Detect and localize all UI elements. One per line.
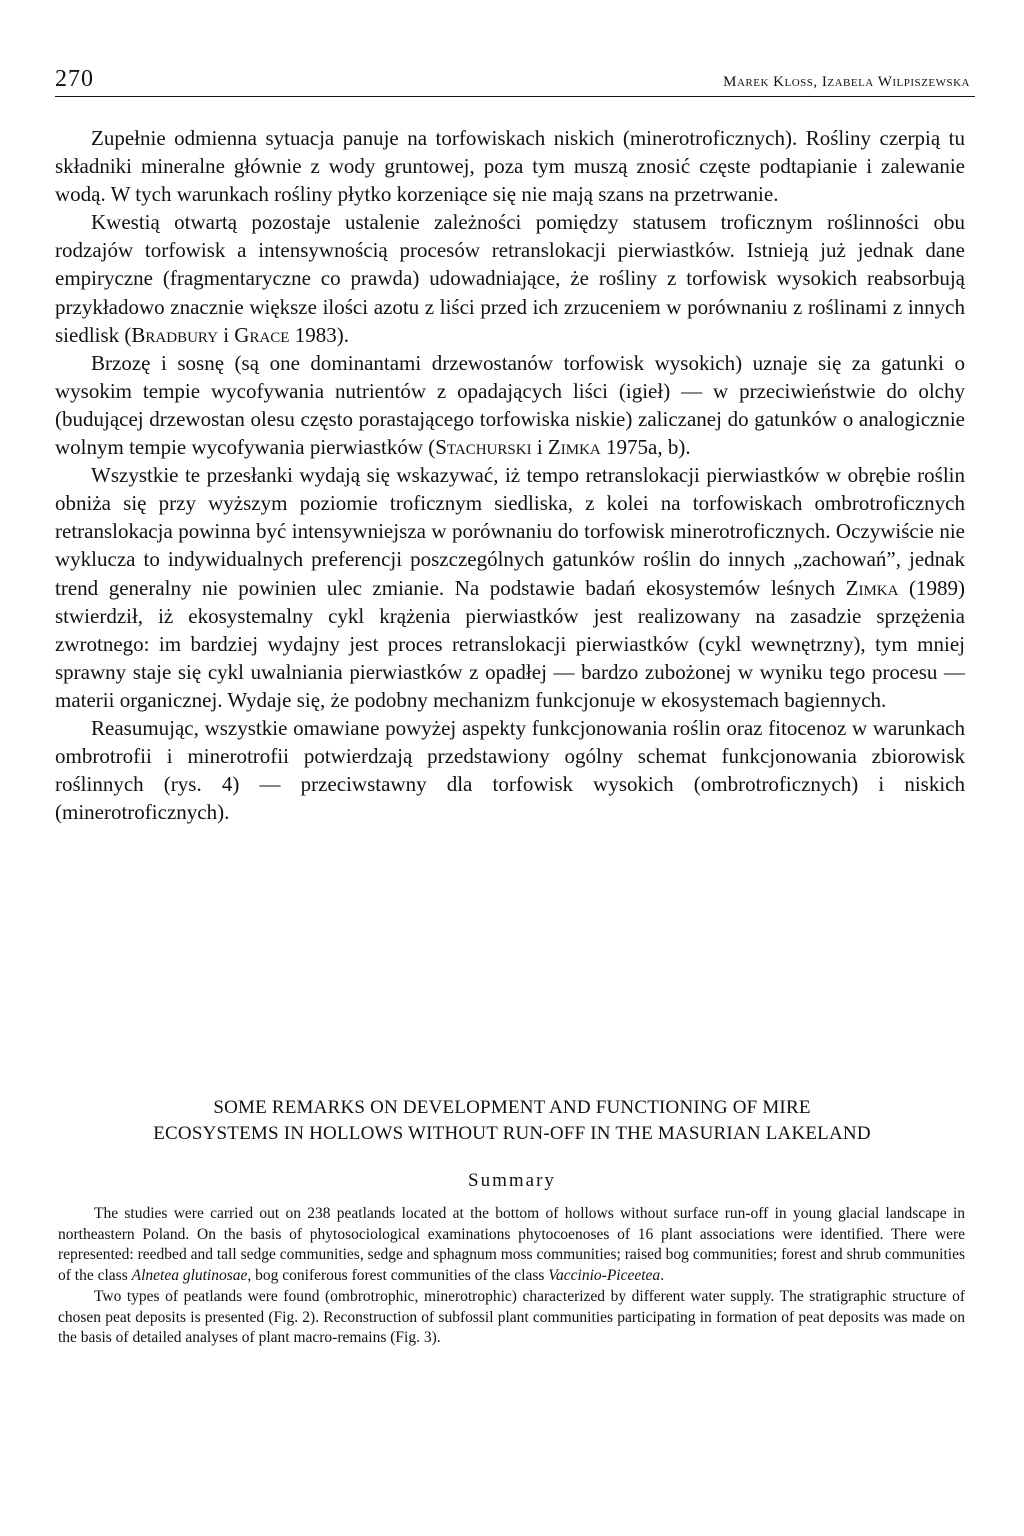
citation-author: Zimka [547,435,601,460]
summary-title-line-2: ECOSYSTEMS IN HOLLOWS WITHOUT RUN-OFF IN THE MASURIAN LAKELAND [153,1123,871,1144]
citation-conjunction: i [531,435,548,460]
paragraph-1 [55,124,965,208]
summary-title [55,1095,969,1147]
paragraph-5-text: Reasumując, wszystkie omawiane powyżej aspekty funkcjonowania roślin oraz fitocenoz w warunkach ombrotrofii i minerotrofii potwierdzają przedstawiony ogólny schemat funkcjonowania zbiorowisk roślinnych (rys. 4) — przeciwstawny dla torfowisk wysokich (ombrotroficznych) i niskich (minerotroficznych). [55,715,965,825]
citation-author: Stachurski [435,435,532,460]
page-number: 270 [55,66,94,92]
summary-paragraph-1 [58,1204,965,1287]
paragraph-3 [55,349,965,461]
citation-conjunction: i [217,322,235,347]
running-head: Marek Kloss, Izabela Wilpiszewska [723,74,970,90]
summary-paragraph-2 [58,1287,965,1349]
taxon-name: Vaccinio-Piceetea [548,1267,661,1285]
paragraph-5 [55,714,965,826]
summary-title-line-1: SOME REMARKS ON DEVELOPMENT AND FUNCTIONING OF MIRE [213,1097,811,1118]
paragraph-2-text: Kwestią otwartą pozostaje ustalenie zależności pomiędzy statusem troficznym roślinności obu rodzajów torfowisk a intensywnością procesów retranslokacji pierwiastków. Istnieją już jednak dane empiryczne (fragmentaryczne co prawda) udowadniające, że rośliny z torfowisk wysokich reabsorbują przykładowo znacznie większe ilości azotu z liści przed ich zrzuceniem w porównaniu z roślinami z innych siedlisk ( [55,210,965,347]
citation-author: Bradbury [131,322,218,347]
page-header [55,66,975,97]
citation-author: Zimka [845,575,899,600]
summary-paragraph-1-end: . [660,1267,665,1285]
paragraph-4-text-cont: (1989) stwierdził, iż ekosystemalny cykl krążenia pierwiastków jest realizowany na zasadzie sprzężenia zwrotnego: im bardziej wydajny jest proces retranslokacji pierwiastków (cykl wewnętrzny), tym mniej sprawny staje się cykl uwalniania pierwiastków z opadłej — bardzo zubożonej w wyniku tego procesu — materii organicznej. Wydaje się, że podobny mechanizm funkcjonuje w ekosystemach bagiennych. [55,575,965,712]
summary-body-text [58,1204,965,1349]
summary-paragraph-1-text: The studies were carried out on 238 peatlands located at the bottom of hollows without surface run-off in young glacial landscape in northeastern Poland. On the basis of phytosociological examinations phytocoenoses of 16 plant associations were identified. There were represented: reedbed and tall sedge communities, sedge and sphagnum moss communities; raised bog communities; forest and shrub communities of the class [58,1205,965,1285]
summary-heading: Summary [468,1170,556,1191]
citation-year: 1983). [289,322,349,347]
paragraph-2 [55,208,965,348]
summary-paragraph-1-text-cont: , bog coniferous forest communities of the class [247,1267,549,1285]
paragraph-1-text: Zupełnie odmienna sytuacja panuje na torfowiskach niskich (minerotroficznych). Rośliny czerpią tu składniki mineralne głównie z wody gruntowej, poza tym muszą znosić częste podtapianie i zalewanie wodą. W tych warunkach rośliny płytko korzeniące się nie mają szans na przetrwanie. [55,126,965,207]
taxon-name: Alnetea glutinosae [131,1267,248,1285]
paragraph-3-text: Brzozę i sosnę (są one dominantami drzewostanów torfowisk wysokich) uznaje się za gatunki o wysokim tempie wycofywania nutrientów z opadających liści (igieł) — w przeciwieństwie do olchy (budującej drzewostan olesu często porastającego torfowiska niskie) zaliczanej do gatunków o analogicznie wolnym tempie wycofywania pierwiastków ( [55,350,965,460]
polish-body-text [55,124,965,826]
citation-year: 1975a, b). [600,435,691,460]
paragraph-4 [55,461,965,714]
summary-paragraph-2-text: Two types of peatlands were found (ombrotrophic, minerotrophic) characterized by different water supply. The stratigraphic structure of chosen peat deposits is presented (Fig. 2). Reconstruction of subfossil plant communities participating in formation of peat deposits was made on the basis of detailed analyses of plant macro-remains (Fig. 3). [58,1287,965,1347]
citation-author: Grace [234,322,290,347]
paragraph-4-text: Wszystkie te przesłanki wydają się wskazywać, iż tempo retranslokacji pierwiastków w obrębie roślin obniża się przy wyższym poziomie troficznym siedliska, z kolei na torfowiskach ombrotroficznych retranslokacja powinna być intensywniejsza w porównaniu do torfowisk minerotroficznych. Oczywiście nie wyklucza to indywidualnych preferencji poszczególnych gatunków roślin do innych „zachowań”, jednak trend generalny nie powinien ulec zmianie. Na podstawie badań ekosystemów leśnych [55,463,965,600]
